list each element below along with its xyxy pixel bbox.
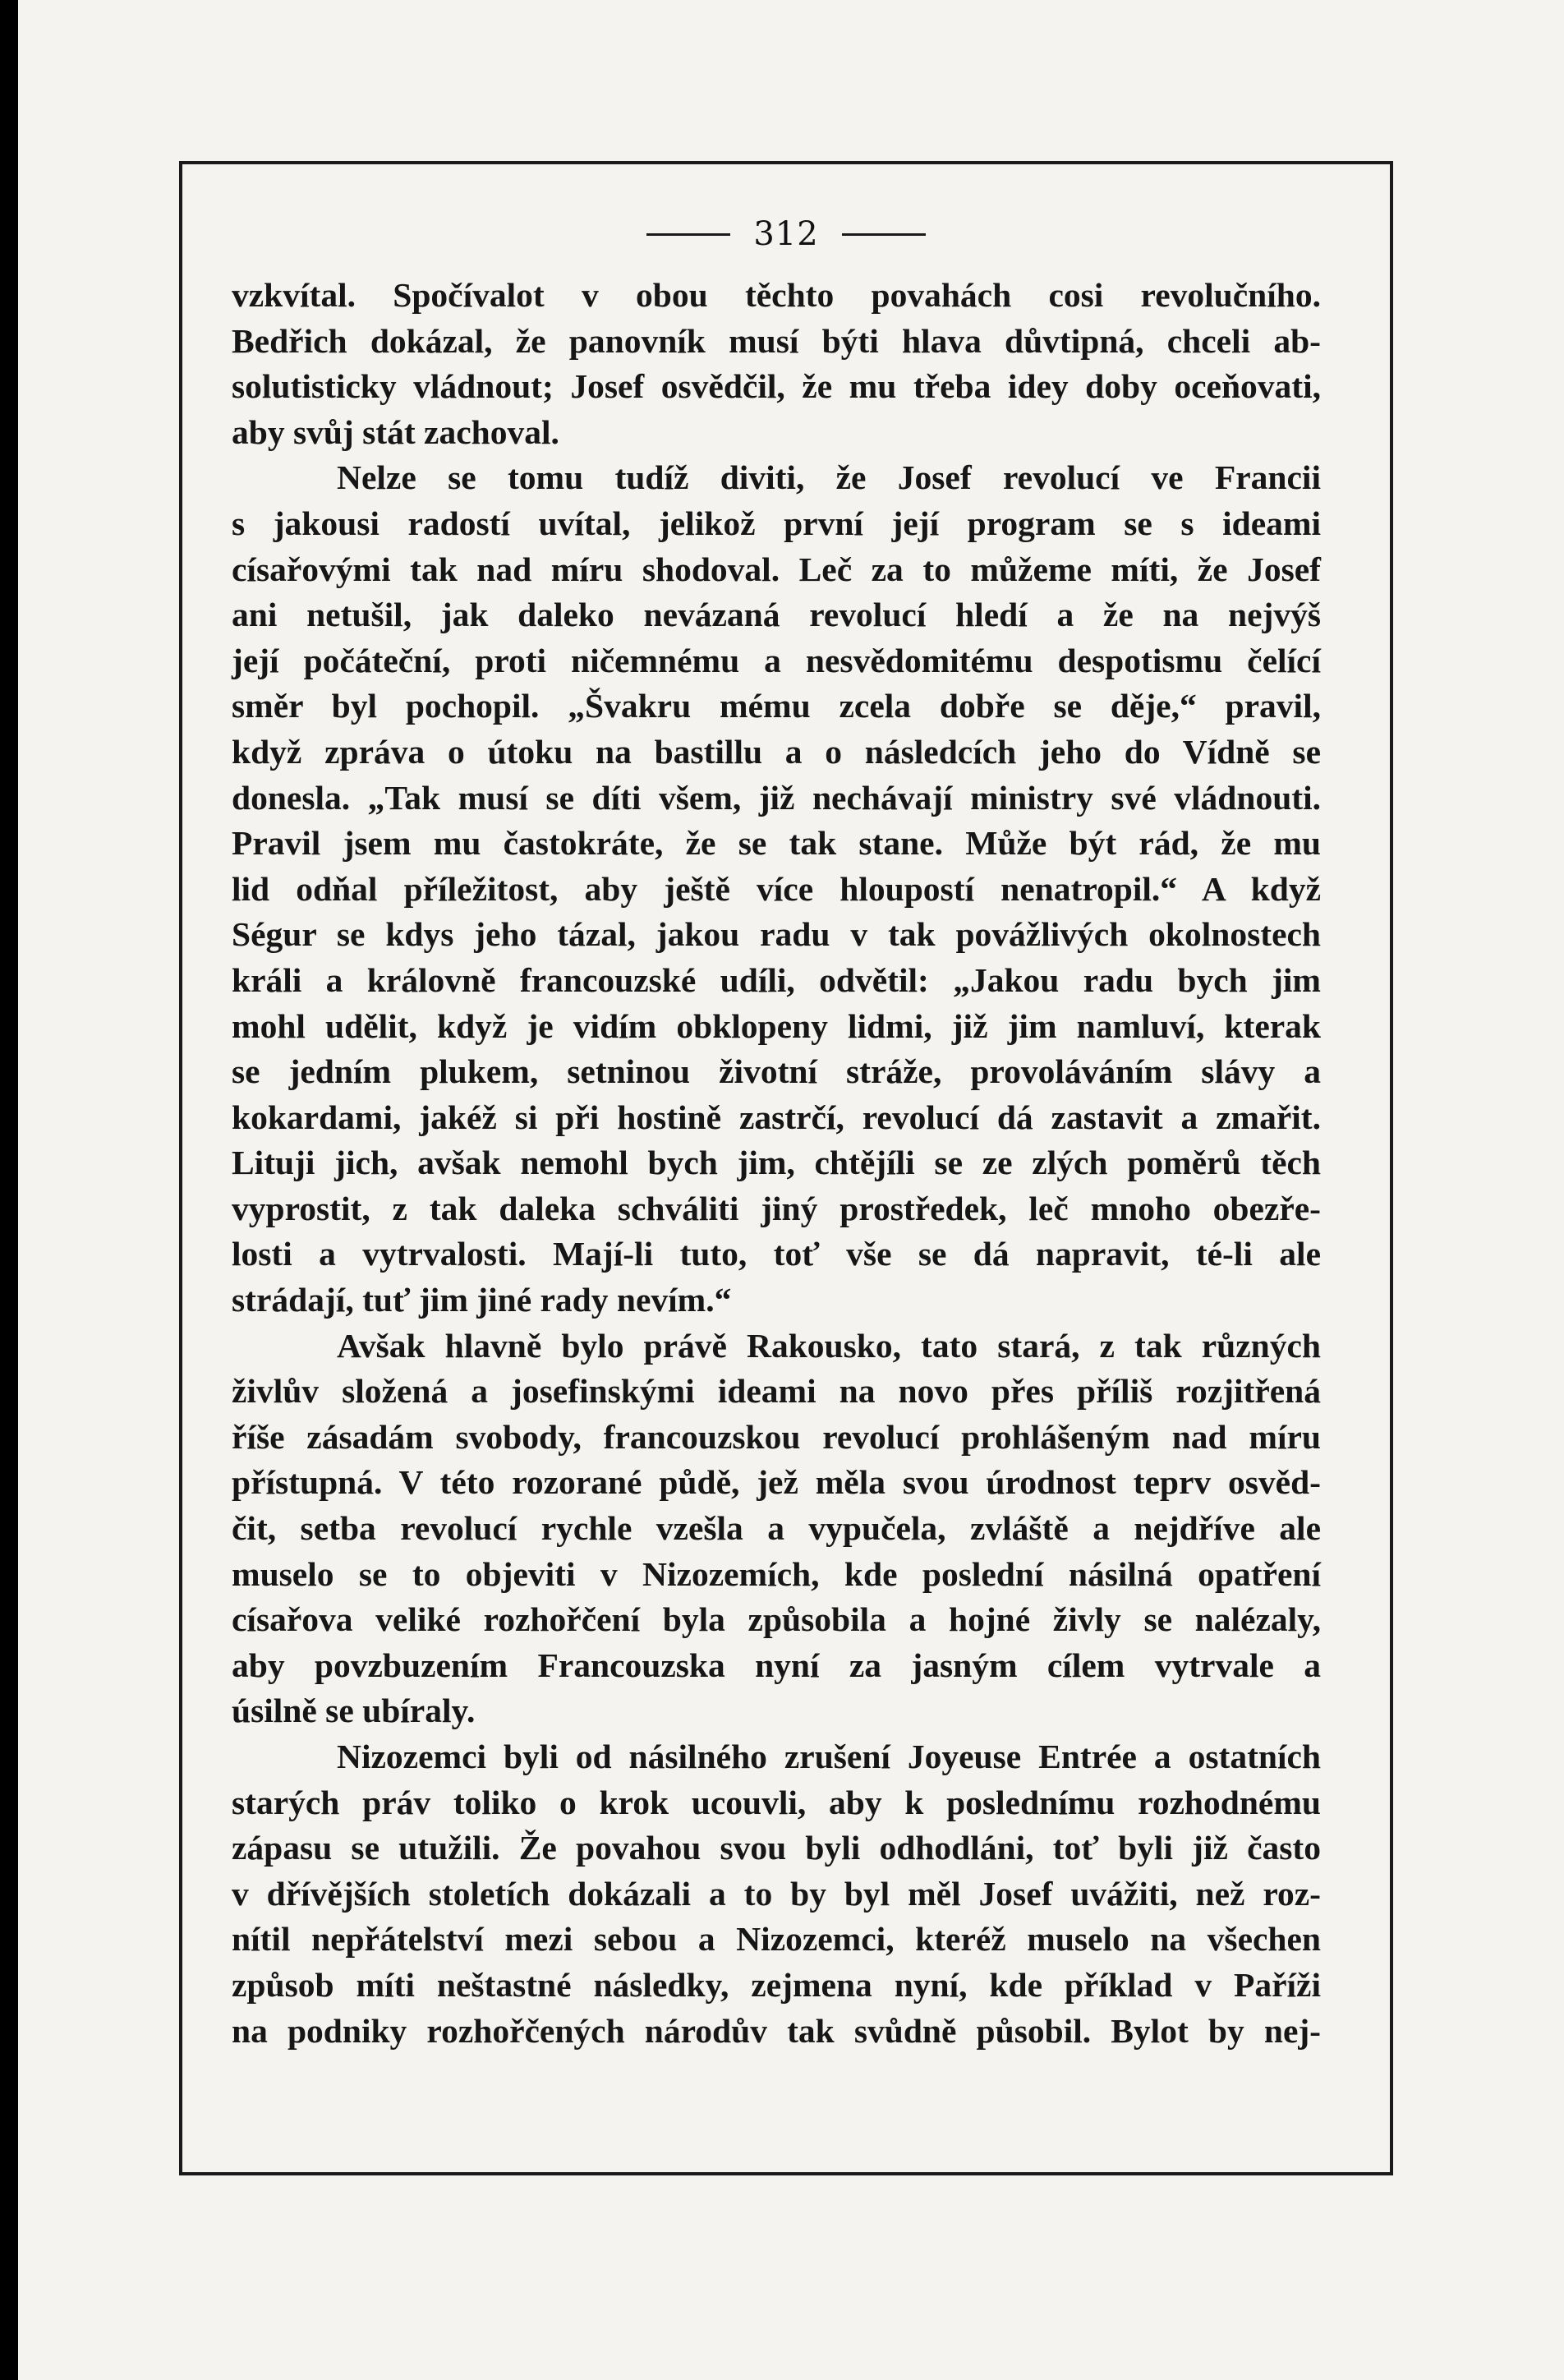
text-line: strádají, tuť jim jiné rady nevím.“ bbox=[232, 1281, 732, 1319]
text-line: aby svůj stát zachoval. bbox=[232, 412, 559, 451]
text-line: s jakousi radostí uvítal, jelikož první její program se s ideami bbox=[232, 504, 1321, 542]
text-line: směr byl pochopil. „Švakru mému zcela dobře se děje,“ pravil, bbox=[232, 687, 1321, 725]
text-line: čit, setba revolucí rychle vzešla a vypučela, zvláště a nejdříve ale bbox=[232, 1509, 1321, 1548]
text-line: starých práv toliko o krok ucouvli, aby k poslednímu rozhodnému bbox=[232, 1783, 1321, 1821]
text-line: Nelze se tomu tudíž diviti, že Josef revolucí ve Francii bbox=[337, 458, 1321, 497]
text-line: muselo se to objeviti v Nizozemích, kde poslední násilná opatření bbox=[232, 1554, 1321, 1593]
text-line: aby povzbuzením Francouzska nyní za jasným cílem vytrvale a bbox=[232, 1646, 1321, 1684]
text-line: Ségur se kdys jeho tázal, jakou radu v tak povážlivých okolnostech bbox=[232, 915, 1321, 954]
header-dash-right bbox=[842, 233, 926, 236]
text-line: zápasu se utužili. Že povahou svou byli odhodláni, toť byli již často bbox=[232, 1829, 1321, 1867]
text-line: losti a vytrvalosti. Mají-li tuto, toť vše se dá napravit, té-li ale bbox=[232, 1235, 1321, 1273]
page-number: 312 bbox=[753, 215, 819, 253]
text-line: nítil nepřátelství mezi sebou a Nizozemci, kteréž muselo na všechen bbox=[232, 1920, 1321, 1959]
text-line: Avšak hlavně bylo právě Rakousko, tato stará, z tak různých bbox=[337, 1326, 1321, 1365]
text-line: císařovými tak nad míru shodoval. Leč za to můžeme míti, že Josef bbox=[232, 550, 1321, 588]
text-line: když zpráva o útoku na bastillu a o následcích jeho do Vídně se bbox=[232, 732, 1321, 771]
body-text bbox=[232, 273, 1321, 2054]
header-dash-left bbox=[646, 233, 730, 236]
text-line: kokardami, jakéž si při hostině zastrčí, revolucí dá zastavit a zmařit. bbox=[232, 1098, 1321, 1136]
text-line: králi a královně francouzské udíli, odvětil: „Jakou radu bych jim bbox=[232, 960, 1321, 999]
book-page bbox=[18, 0, 1564, 2380]
text-line: Pravil jsem mu častokráte, že se tak stane. Může být rád, že mu bbox=[232, 824, 1321, 863]
text-line: přístupná. V této rozorané půdě, jež měla svou úrodnost teprv osvěd- bbox=[232, 1463, 1321, 1502]
text-line: Bedřich dokázal, že panovník musí býti hlava důvtipná, chceli ab- bbox=[232, 321, 1321, 360]
text-line: se jedním plukem, setninou životní stráže, provoláváním slávy a bbox=[232, 1052, 1321, 1091]
text-line: mohl udělit, když je vidím obklopeny lidmi, již jim namluví, kterak bbox=[232, 1006, 1321, 1045]
text-line: Lituji jich, avšak nemohl bych jim, chtějíli se ze zlých poměrů těch bbox=[232, 1144, 1321, 1182]
text-line: její počáteční, proti ničemnému a nesvědomitému despotismu čelící bbox=[232, 641, 1321, 679]
text-line: Nizozemci byli od násilného zrušení Joyeuse Entrée a ostatních bbox=[337, 1738, 1321, 1775]
text-line: lid odňal příležitost, aby ještě více hloupostí nenatropil.“ A když bbox=[232, 869, 1321, 908]
text-line: na podniky rozhořčených národův tak svůdně působil. Bylot by nej- bbox=[232, 2011, 1321, 2050]
text-line: v dřívějších stoletích dokázali a to by byl měl Josef uvážiti, než roz- bbox=[232, 1874, 1321, 1913]
text-line: ani netušil, jak daleko nevázaná revolucí hledí a že na nejvýš bbox=[232, 596, 1321, 634]
text-line: živlův složená a josefinskými ideami na novo přes příliš rozjitřená bbox=[232, 1372, 1321, 1411]
page-header bbox=[182, 215, 1390, 253]
text-line: způsob míti neštastné následky, zejmena nyní, kde příklad v Paříži bbox=[232, 1965, 1321, 2004]
text-line: úsilně se ubíraly. bbox=[232, 1692, 476, 1730]
text-line: vyprostit, z tak daleka schváliti jiný prostředek, leč mnoho obezře- bbox=[232, 1189, 1321, 1227]
text-line: donesla. „Tak musí se díti všem, již nechávají ministry své vládnouti. bbox=[232, 778, 1321, 817]
text-line: vzkvítal. Spočívalot v obou těchto povahách cosi revolučního. bbox=[232, 276, 1321, 314]
text-line: solutisticky vládnout; Josef osvědčil, že mu třeba idey doby oceňovati, bbox=[232, 367, 1321, 406]
page-frame bbox=[179, 161, 1393, 2175]
text-line: říše zásadám svobody, francouzskou revolucí prohlášeným nad míru bbox=[232, 1417, 1321, 1456]
text-line: císařova veliké rozhořčení byla způsobila a hojné živly se nalézaly, bbox=[232, 1600, 1321, 1639]
